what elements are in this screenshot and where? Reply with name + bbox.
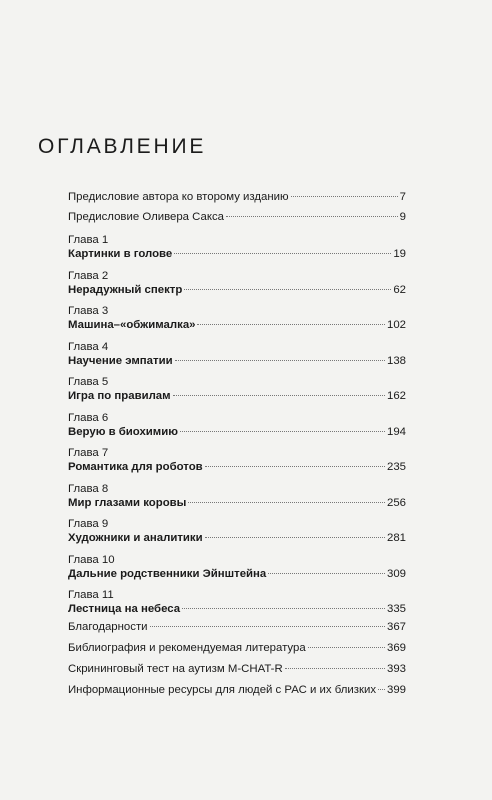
chapter-title: Картинки в голове bbox=[68, 248, 173, 260]
dot-leader bbox=[174, 253, 391, 254]
toc-entry-acknowledgements[interactable] bbox=[68, 620, 406, 634]
dot-leader bbox=[180, 431, 385, 432]
dot-leader bbox=[378, 689, 385, 690]
dot-leader bbox=[173, 395, 385, 396]
toc-chapter-3[interactable] bbox=[68, 304, 406, 332]
toc-chapter-6[interactable] bbox=[68, 411, 406, 439]
toc-page-number: 393 bbox=[386, 663, 406, 675]
chapter-label: Глава 8 bbox=[68, 482, 109, 495]
toc-page-number: 367 bbox=[386, 621, 406, 633]
toc-entry-resources[interactable] bbox=[68, 683, 406, 697]
chapter-label: Глава 1 bbox=[68, 234, 109, 246]
chapter-title: Художники и аналитики bbox=[68, 532, 203, 544]
dot-leader bbox=[291, 196, 398, 197]
toc-chapter-8[interactable] bbox=[68, 482, 406, 510]
dot-leader bbox=[182, 608, 385, 609]
toc-page-number: 102 bbox=[386, 319, 406, 331]
dot-leader bbox=[308, 647, 385, 648]
toc-chapter-10[interactable] bbox=[68, 553, 406, 581]
toc-chapter-4[interactable] bbox=[68, 340, 406, 368]
toc-page-number: 162 bbox=[386, 390, 406, 402]
chapter-label: Глава 9 bbox=[68, 518, 109, 530]
toc-entry-bibliography[interactable] bbox=[68, 641, 406, 655]
chapter-label: Глава 6 bbox=[68, 411, 109, 424]
toc-chapter-7[interactable] bbox=[68, 446, 406, 474]
chapter-label: Глава 4 bbox=[68, 340, 109, 353]
toc-page-number: 19 bbox=[393, 248, 406, 260]
toc-chapter-5[interactable] bbox=[68, 375, 406, 403]
dot-leader bbox=[150, 626, 385, 627]
dot-leader bbox=[268, 573, 385, 574]
toc-entry-title: Информационные ресурсы для людей с РАС и их близких bbox=[68, 684, 377, 696]
toc-chapter-11[interactable] bbox=[68, 588, 406, 616]
chapter-label: Глава 5 bbox=[68, 376, 109, 388]
toc-entry-sacks-preface[interactable] bbox=[68, 210, 406, 224]
dot-leader bbox=[188, 502, 385, 503]
chapter-title: Научение эмпатии bbox=[68, 354, 173, 367]
toc-page-number: 62 bbox=[393, 283, 406, 296]
toc-page-number: 9 bbox=[399, 211, 406, 223]
toc-page-number: 7 bbox=[399, 191, 406, 203]
dot-leader bbox=[197, 324, 385, 325]
toc-chapter-1[interactable] bbox=[68, 233, 406, 261]
chapter-title: Нерадужный спектр bbox=[68, 283, 183, 296]
toc-entry-author-preface[interactable] bbox=[68, 190, 406, 204]
toc-entry-title: Предисловие автора ко второму изданию bbox=[68, 191, 289, 203]
chapter-label: Глава 11 bbox=[68, 589, 114, 601]
chapter-label: Глава 7 bbox=[68, 447, 109, 459]
chapter-label: Глава 2 bbox=[68, 269, 109, 282]
dot-leader bbox=[175, 360, 385, 361]
chapter-title: Романтика для роботов bbox=[68, 461, 203, 473]
chapter-title: Мир глазами коровы bbox=[68, 496, 187, 509]
dot-leader bbox=[205, 537, 385, 538]
dot-leader bbox=[285, 668, 385, 669]
chapter-title: Машина–«обжималка» bbox=[68, 319, 196, 331]
toc-entry-title: Предисловие Оливера Сакса bbox=[68, 211, 224, 223]
chapter-title: Лестница на небеса bbox=[68, 603, 181, 615]
toc-chapter-2[interactable] bbox=[68, 269, 406, 297]
page-title: ОГЛАВЛЕНИЕ bbox=[38, 135, 207, 158]
toc-page-number: 309 bbox=[386, 567, 406, 580]
dot-leader bbox=[226, 216, 398, 217]
toc-entry-screening-test[interactable] bbox=[68, 662, 406, 676]
chapter-label: Глава 3 bbox=[68, 305, 109, 317]
dot-leader bbox=[205, 466, 385, 467]
toc-page-number: 399 bbox=[386, 684, 406, 696]
chapter-title: Игра по правилам bbox=[68, 390, 171, 402]
chapter-title: Дальние родственники Эйнштейна bbox=[68, 567, 267, 580]
chapter-label: Глава 10 bbox=[68, 553, 115, 566]
dot-leader bbox=[184, 289, 391, 290]
toc-page-number: 335 bbox=[386, 603, 406, 615]
toc-page-number: 369 bbox=[386, 642, 406, 654]
toc-page-number: 194 bbox=[386, 425, 406, 438]
toc-chapter-9[interactable] bbox=[68, 517, 406, 545]
toc-page-number: 235 bbox=[386, 461, 406, 473]
toc-page-number: 256 bbox=[386, 496, 406, 509]
toc-page-number: 138 bbox=[386, 354, 406, 367]
toc-entry-title: Библиография и рекомендуемая литература bbox=[68, 642, 306, 654]
toc-entry-title: Скрининговый тест на аутизм M-CHAT-R bbox=[68, 663, 283, 675]
toc-page-number: 281 bbox=[386, 532, 406, 544]
toc-entry-title: Благодарности bbox=[68, 621, 148, 633]
chapter-title: Верую в биохимию bbox=[68, 425, 178, 438]
